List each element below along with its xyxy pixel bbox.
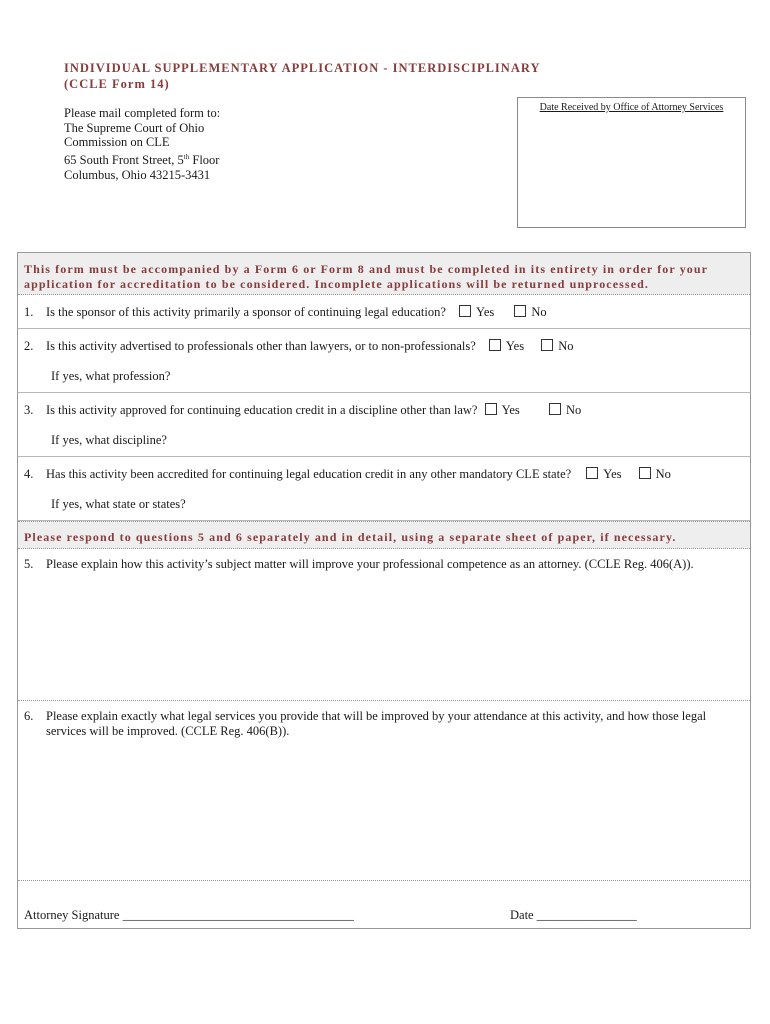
no-label: No — [531, 305, 547, 319]
yes-checkbox[interactable] — [489, 339, 501, 351]
section-note-banner: Please respond to questions 5 and 6 separately and in detail, using a separate sheet of paper, if necessary. — [18, 521, 750, 549]
q1-yes-option[interactable] — [459, 305, 494, 320]
question-4-line — [24, 467, 671, 482]
signature-line[interactable]: _____________________________________ — [122, 908, 354, 922]
yes-label: Yes — [505, 339, 525, 353]
address-line-2: Commission on CLE — [64, 135, 170, 150]
question-text: Is the sponsor of this activity primarily a sponsor of continuing legal education? — [46, 305, 446, 319]
yes-label: Yes — [476, 305, 495, 319]
q2-no-option[interactable] — [541, 339, 573, 354]
date-received-label: Date Received by Office of Attorney Services — [539, 102, 724, 113]
no-label: No — [558, 339, 574, 353]
q4-yes-option[interactable] — [586, 467, 621, 482]
question-5[interactable] — [18, 549, 750, 701]
no-checkbox[interactable] — [541, 339, 553, 351]
no-checkbox[interactable] — [514, 305, 526, 317]
yes-label: Yes — [501, 403, 520, 417]
date-line[interactable]: ________________ — [536, 908, 637, 922]
question-1-line — [24, 305, 547, 320]
q4-no-option[interactable] — [639, 467, 671, 482]
no-label: No — [655, 467, 671, 481]
yes-label: Yes — [603, 467, 622, 481]
signature-date-field[interactable] — [510, 908, 637, 923]
question-number: 3. — [24, 403, 34, 417]
question-6-text-block — [24, 709, 744, 739]
q3-yes-option[interactable] — [485, 403, 520, 418]
q3-no-option[interactable] — [549, 403, 581, 418]
question-number: 6. — [24, 709, 34, 723]
question-text: Is this activity advertised to professionals other than lawyers, or to non-professionals? — [46, 339, 476, 353]
address-ordinal: th — [183, 152, 190, 161]
address-line-1: The Supreme Court of Ohio — [64, 120, 205, 135]
mailing-address — [64, 106, 220, 182]
yes-checkbox[interactable] — [485, 403, 497, 415]
question-4-followup: If yes, what state or states? — [51, 497, 186, 511]
question-text: Please explain exactly what legal services you provide that will be improved by your attendance at this activity, and how those legal services will be improved. (CCLE Reg. 406(B)). — [46, 709, 707, 738]
question-text: Please explain how this activity’s subject matter will improve your professional competence as an attorney. (CCLE Reg. 406(A)). — [46, 557, 694, 571]
question-number: 4. — [24, 467, 34, 481]
question-3-followup: If yes, what discipline? — [51, 433, 167, 447]
question-text: Is this activity approved for continuing education credit in a discipline other than law? — [46, 403, 478, 417]
question-5-text-block — [24, 557, 744, 572]
date-label: Date — [510, 908, 534, 922]
question-number: 2. — [24, 339, 34, 353]
question-2-line — [24, 339, 574, 354]
question-4 — [18, 457, 750, 521]
address-line-4: Columbus, Ohio 43215-3431 — [64, 167, 211, 182]
form-title — [64, 60, 540, 92]
question-3-line — [24, 403, 581, 418]
no-checkbox[interactable] — [549, 403, 561, 415]
address-floor: Floor — [189, 152, 220, 167]
yes-checkbox[interactable] — [459, 305, 471, 317]
yes-checkbox[interactable] — [586, 467, 598, 479]
signature-label: Attorney Signature — [24, 908, 120, 922]
question-3 — [18, 393, 750, 457]
q2-yes-option[interactable] — [489, 339, 524, 354]
question-number: 1. — [24, 305, 34, 319]
question-1 — [18, 295, 750, 329]
q1-no-option[interactable] — [514, 305, 546, 320]
notice-banner: This form must be accompanied by a Form 6 or Form 8 and must be completed in its entirety in order for your application for accreditation to be considered. Incomplete applications will be returned unprocessed. — [18, 253, 750, 295]
question-2-followup: If yes, what profession? — [51, 369, 171, 383]
title-line-1: INDIVIDUAL SUPPLEMENTARY APPLICATION - INTERDISCIPLINARY — [64, 61, 541, 75]
question-number: 5. — [24, 557, 34, 571]
date-received-box[interactable] — [517, 97, 746, 228]
question-2 — [18, 329, 750, 393]
no-label: No — [565, 403, 582, 417]
address-line-3 — [64, 150, 220, 168]
title-line-2: (CCLE Form 14) — [64, 77, 170, 91]
address-street: 65 South Front Street, 5 — [64, 152, 184, 167]
question-6[interactable] — [18, 701, 750, 881]
application-form — [17, 252, 751, 929]
question-text: Has this activity been accredited for continuing legal education credit in any other mandatory CLE state? — [46, 467, 572, 481]
attorney-signature-field[interactable] — [24, 908, 354, 923]
address-intro: Please mail completed form to: — [64, 106, 221, 120]
no-checkbox[interactable] — [639, 467, 651, 479]
